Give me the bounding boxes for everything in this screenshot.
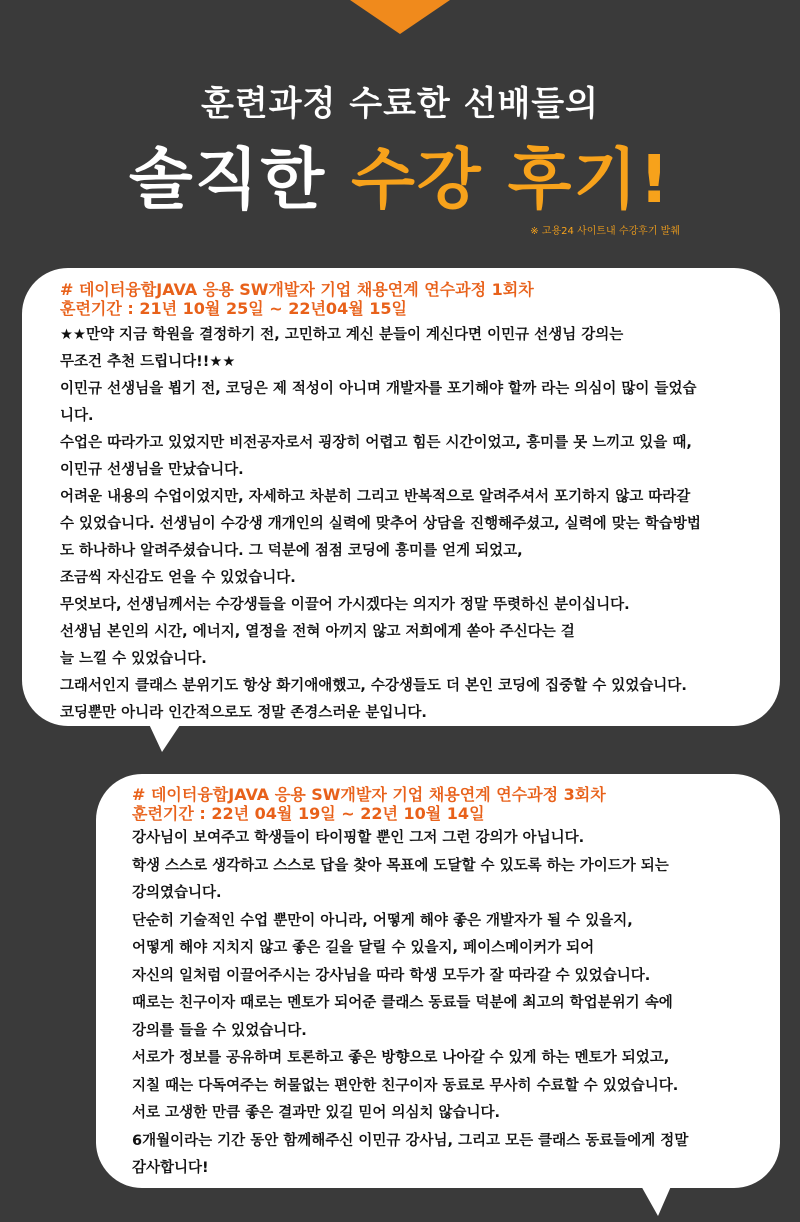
review-line: 이민규 선생님을 뵙기 전, 코딩은 제 적성이 아니며 개발자를 포기해야 할까 라는 의심이 많이 들었습 xyxy=(60,381,697,397)
review-line: 이민규 선생님을 만났습니다. xyxy=(60,462,244,478)
review-line: 강사님이 보여주고 학생들이 타이핑할 뿐인 그저 그런 강의가 아닙니다. xyxy=(132,830,585,846)
review-line: 수 있었습니다. 선생님이 수강생 개개인의 실력에 맞추어 상담을 진행해주셨고, 실력에 맞는 학습방법 xyxy=(60,516,701,532)
review-line: 때로는 친구이자 때로는 멘토가 되어준 클래스 동료들 덕분에 최고의 학업분위기 속에 xyxy=(132,995,673,1011)
review-line: 학생 스스로 생각하고 스스로 답을 찾아 목표에 도달할 수 있도록 하는 가이드가 되는 xyxy=(132,857,669,874)
review-line: 6개월이라는 기간 동안 함께해주신 이민규 강사님, 그리고 모든 클래스 동료들에게 정말 xyxy=(132,1132,689,1149)
review-line: 수업은 따라가고 있었지만 비전공자로서 굉장히 어렵고 힘든 시간이었고, 흥미를 못 느끼고 있을 때, xyxy=(60,435,692,451)
review-line: 도 하나하나 알려주셨습니다. 그 덕분에 점점 코딩에 흥미를 얻게 되었고, xyxy=(60,543,523,559)
review-2-period: 훈련기간 : 22년 04월 19일 ~ 22년 10월 14일 xyxy=(132,804,485,823)
title-part-white: 솔직한 xyxy=(128,141,327,218)
review-line: ★★만약 지금 학원을 결정하기 전, 고민하고 계신 분들이 계신다면 이민규 선생님 강의는 xyxy=(60,327,624,343)
review-line: 강의를 들을 수 있었습니다. xyxy=(132,1022,307,1039)
review-line: 지칠 때는 다독여주는 허물없는 편안한 친구이자 동료로 무사히 수료할 수 있었습니다. xyxy=(132,1077,679,1094)
review-line: 무조건 추천 드립니다!!★★ xyxy=(60,354,236,370)
review-line: 늘 느낄 수 있었습니다. xyxy=(60,651,207,667)
review-line: 무엇보다, 선생님께서는 수강생들을 이끌어 가시겠다는 의지가 정말 뚜렷하신 분이십니다. xyxy=(60,597,630,613)
review-line: 자신의 일처럼 이끌어주시는 강사님을 따라 학생 모두가 잘 따라갈 수 있었습니다. xyxy=(132,967,651,984)
title-part-accent: 수강 후기! xyxy=(351,141,672,218)
review-line: 어려운 내용의 수업이었지만, 자세하고 차분히 그리고 반복적으로 알려주셔서 포기하지 않고 따라갈 xyxy=(60,489,691,505)
source-note: ※ 고용24 사이트내 수강후기 발췌 xyxy=(530,226,680,237)
review-line: 그래서인지 클래스 분위기도 항상 화기애애했고, 수강생들도 더 본인 코딩에 집중할 수 있었습니다. xyxy=(60,678,687,694)
review-line: 니다. xyxy=(60,408,94,424)
review-line: 감사합니다! xyxy=(132,1160,209,1176)
review-line: 코딩뿐만 아니라 인간적으로도 정말 존경스러운 분입니다. xyxy=(60,705,427,721)
review-line: 단순히 기술적인 수업 뿐만이 아니라, 어떻게 해야 좋은 개발자가 될 수 있을지, xyxy=(132,912,633,929)
top-notch-decoration xyxy=(350,0,450,34)
review-line: 조금씩 자신감도 얻을 수 있었습니다. xyxy=(60,570,296,586)
review-bubble-2-tail xyxy=(640,1184,672,1216)
review-2-course: # 데이터융합JAVA 응용 SW개발자 기업 채용연계 연수과정 3회차 xyxy=(132,785,606,804)
review-line: 강의였습니다. xyxy=(132,885,222,901)
review-line: 서로가 정보를 공유하며 토론하고 좋은 방향으로 나아갈 수 있게 하는 멘토가 되었고, xyxy=(132,1050,670,1066)
review-1-period: 훈련기간 : 21년 10월 25일 ~ 22년04월 15일 xyxy=(60,299,407,318)
review-2-body xyxy=(132,825,762,1183)
review-1-course: # 데이터융합JAVA 응용 SW개발자 기업 채용연계 연수과정 1회차 xyxy=(60,280,534,299)
page-title xyxy=(0,126,800,221)
review-line: 선생님 본인의 시간, 에너지, 열정을 전혀 아끼지 않고 저희에게 쏟아 주신다는 걸 xyxy=(60,624,575,640)
review-line: 어떻게 해야 지치지 않고 좋은 길을 달릴 수 있을지, 페이스메이커가 되어 xyxy=(132,940,595,956)
headline: 훈련과정 수료한 선배들의 xyxy=(201,84,599,124)
review-line: 서로 고생한 만큼 좋은 결과만 있길 믿어 의심치 않습니다. xyxy=(132,1105,501,1121)
review-1-body xyxy=(60,322,760,727)
